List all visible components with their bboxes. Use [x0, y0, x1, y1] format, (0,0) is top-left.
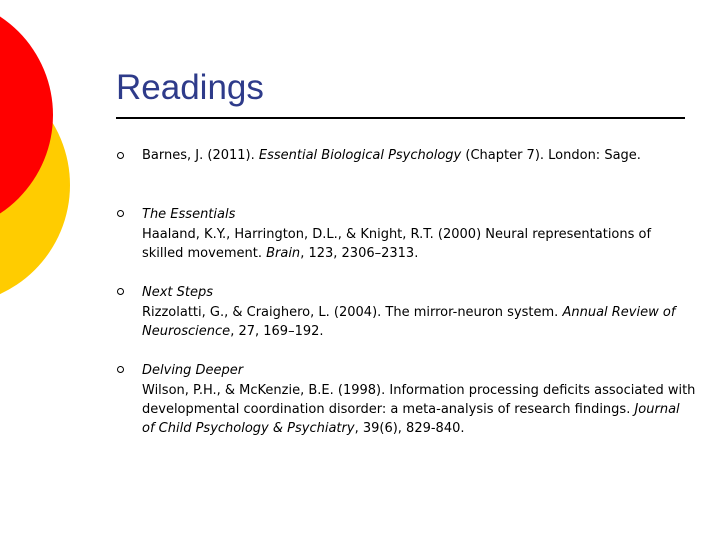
citation-details: , 39(6), 829-840.	[354, 421, 465, 436]
citation-source: Journal of Child Psychology & Psychiatry	[142, 402, 680, 436]
citation-details: , 123, 2306–2313.	[300, 246, 419, 261]
reading-item	[116, 360, 696, 438]
bullet-icon	[117, 152, 124, 159]
reading-item	[116, 146, 641, 165]
bullet-icon	[117, 210, 124, 217]
citation	[142, 227, 651, 261]
reading-item	[116, 282, 696, 341]
slide-title: Readings	[116, 68, 264, 107]
citation-details: , 27, 169–192.	[230, 324, 324, 339]
reading-item	[116, 204, 696, 263]
citation-text: Haaland, K.Y., Harrington, D.L., & Knight, R.T. (2000) Neural representations of skilled movement.	[142, 227, 652, 261]
section-heading: Delving Deeper	[142, 363, 244, 378]
citation-text: Wilson, P.H., & McKenzie, B.E. (1998). Information processing deficits associated with developmental coordination disorder: a meta-analysis of research findings.	[142, 383, 696, 417]
section-heading: The Essentials	[142, 207, 236, 222]
citation-source: Brain	[266, 246, 301, 261]
title-divider	[116, 117, 685, 119]
section-heading: Next Steps	[142, 285, 214, 300]
bullet-icon	[117, 366, 124, 373]
decorative-circles	[0, 0, 90, 300]
citation-source: Annual Review of Neuroscience	[142, 305, 676, 339]
citation	[142, 305, 675, 339]
citation-text: Barnes, J. (2011).	[142, 148, 259, 163]
citation-details: (Chapter 7). London: Sage.	[461, 148, 641, 163]
citation	[142, 383, 695, 436]
bullet-icon	[117, 288, 124, 295]
citation-text: Rizzolatti, G., & Craighero, L. (2004). The mirror-neuron system.	[142, 305, 563, 320]
citation-source: Essential Biological Psychology	[258, 148, 462, 163]
citation	[142, 148, 641, 163]
